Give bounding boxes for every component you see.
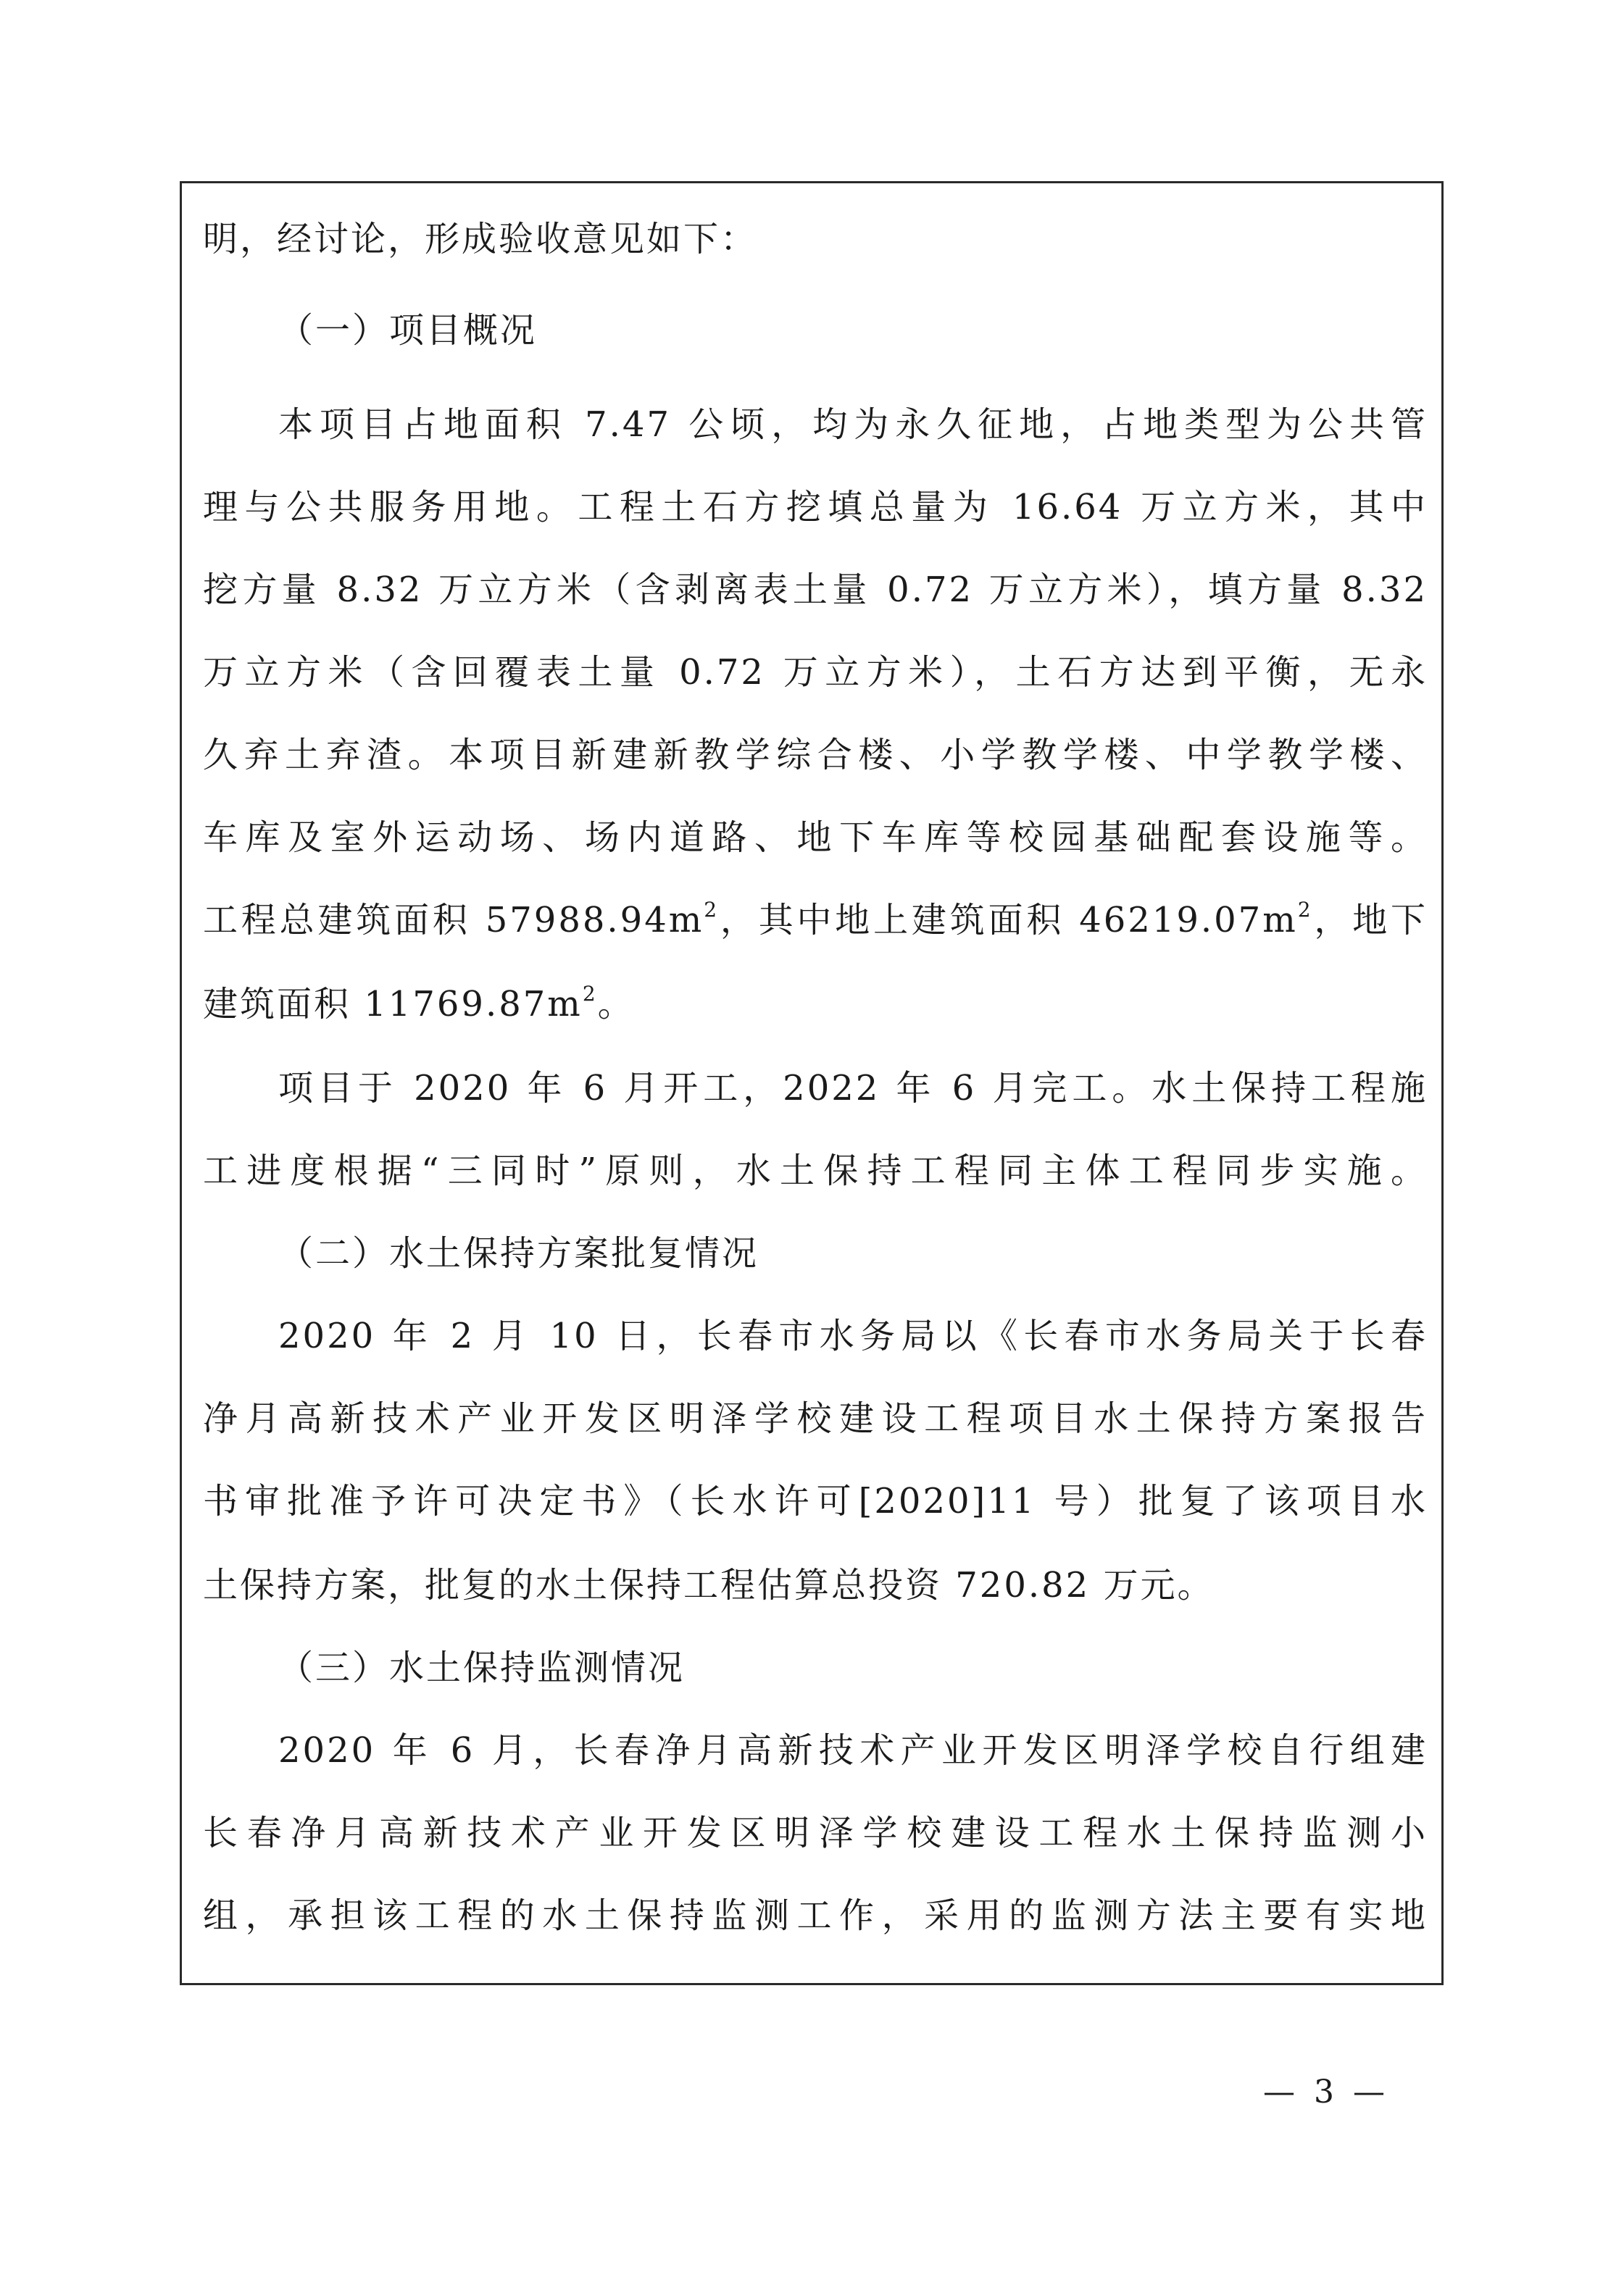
text-line: 组，承担该工程的水土保持监测工作，采用的监测方法主要有实地 [203,1895,1428,1936]
text-line: 工进度根据“三同时”原则，水土保持工程同主体工程同步实施。 [203,1151,1428,1191]
text-line: （三）水土保持监测情况 [278,1648,686,1688]
text-line: 理与公共服务用地。工程土石方挖填总量为 16.64 万立方米，其中 [203,487,1428,527]
text-line: 项目于 2020 年 6 月开工，2022 年 6 月完工。水土保持工程施 [278,1068,1428,1109]
text-line: 净月高新技术产业开发区明泽学校建设工程项目水土保持方案报告 [203,1398,1428,1439]
text-line: 土保持方案，批复的水土保持工程估算总投资 720.82 万元。 [203,1565,1215,1606]
text-line: 2020 年 2 月 10 日，长春市水务局以《长春市水务局关于长春 [278,1316,1428,1356]
text-line: 车库及室外运动场、场内道路、地下车库等校园基础配套设施等。 [203,817,1428,858]
text-line-area-underground: 建筑面积 $11769.87m^2$。 [203,982,635,1024]
text-line: 明，经讨论，形成验收意见如下： [203,219,758,259]
page-number: — 3 — [1263,2074,1389,2111]
text-line-area-total: 工程总建筑面积 $57988.94m^2$，其中地上建筑面积 $46219.07m^2$，地下 [203,898,1428,940]
text-line: （二）水土保持方案批复情况 [278,1233,759,1274]
text-line: 本项目占地面积 7.47 公顷，均为永久征地，占地类型为公共管 [278,404,1428,445]
text-line: （一）项目概况 [278,310,538,351]
text-line: 久弃土弃渣。本项目新建新教学综合楼、小学教学楼、中学教学楼、 [203,735,1428,775]
text-line: 万立方米（含回覆表土量 0.72 万立方米），土石方达到平衡，无永 [203,652,1428,693]
text-line: 长春净月高新技术产业开发区明泽学校建设工程水土保持监测小 [203,1813,1428,1853]
text-line: 挖方量 8.32 万立方米（含剥离表土量 0.72 万立方米），填方量 8.32 [203,569,1428,610]
text-line: 2020 年 6 月，长春净月高新技术产业开发区明泽学校自行组建 [278,1730,1428,1771]
text-line: 书审批准予许可决定书》（长水许可[2020]11 号）批复了该项目水 [203,1481,1428,1521]
